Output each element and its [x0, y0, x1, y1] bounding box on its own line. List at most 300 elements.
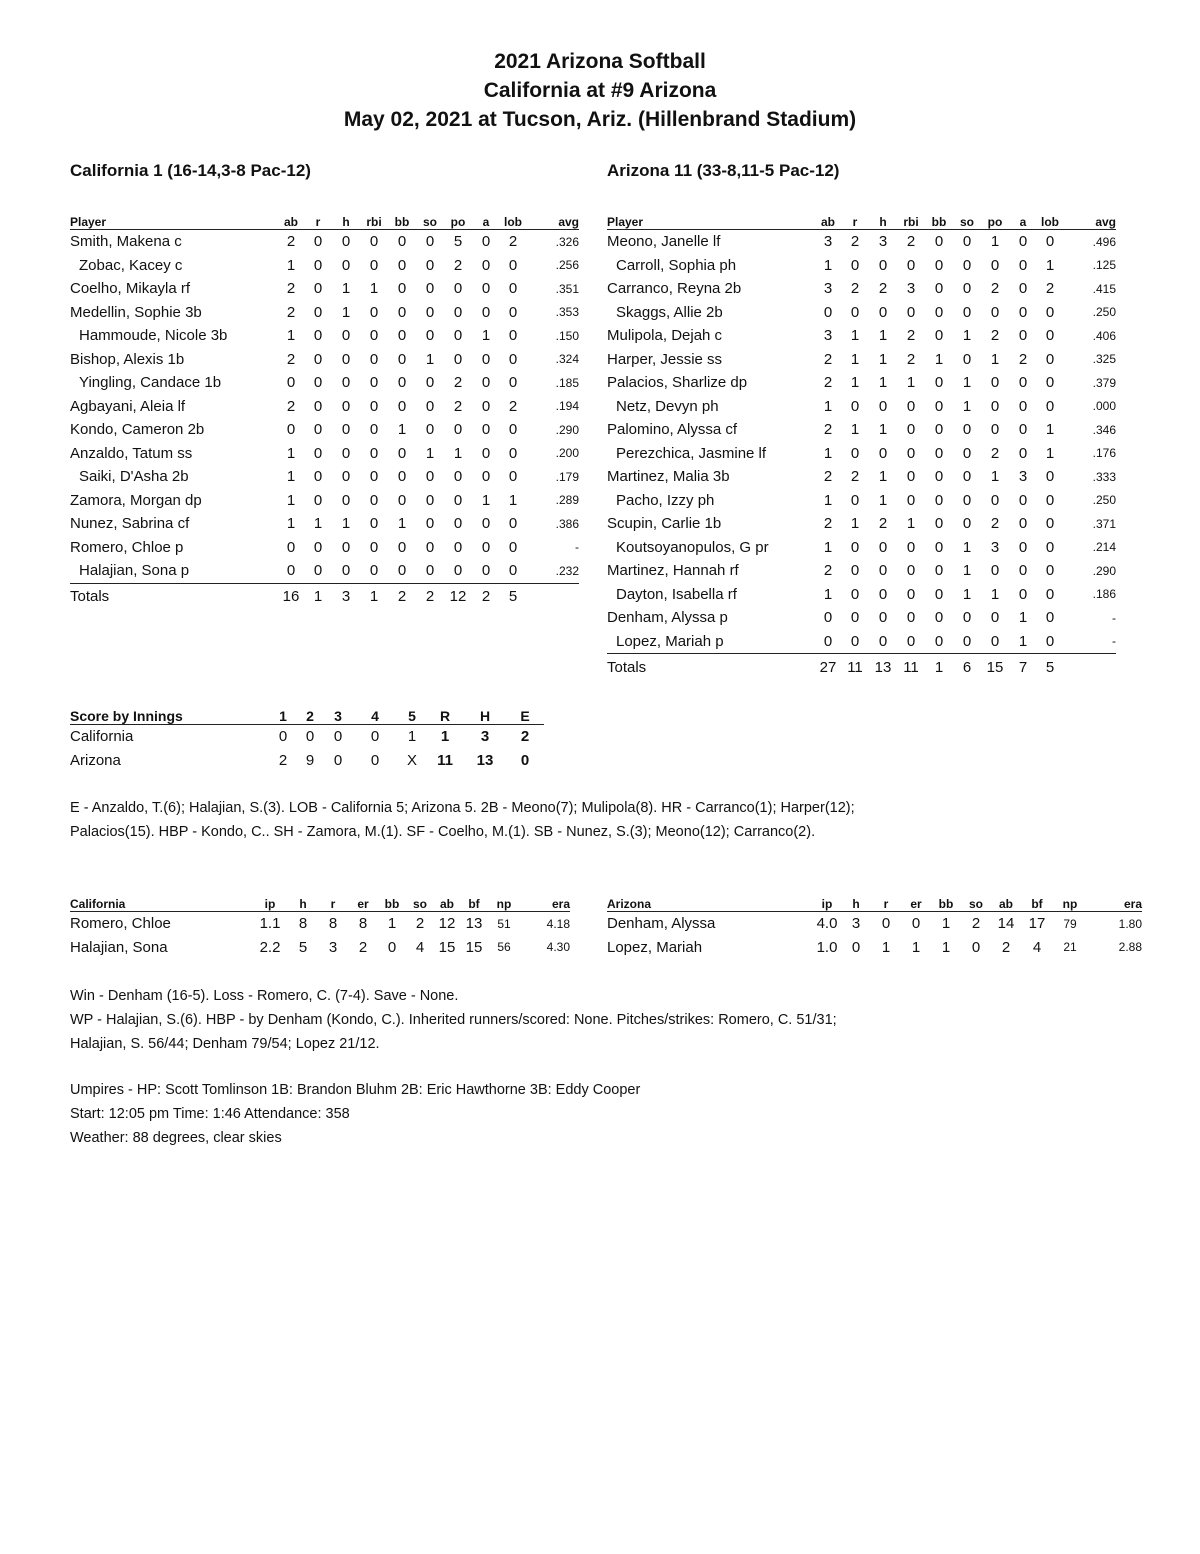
- stat-cell: 0: [481, 374, 491, 392]
- stat-cell: 0: [341, 256, 351, 274]
- stat-cell: 0: [508, 538, 518, 556]
- player-row: [70, 301, 579, 325]
- total-cell: 12: [449, 588, 467, 605]
- total-cell: 6: [962, 658, 972, 676]
- batting-average: .379: [1092, 375, 1116, 390]
- rhe-total: 0: [520, 751, 530, 769]
- stat-cell: 0: [934, 491, 944, 509]
- stat-cell: 2: [508, 233, 518, 251]
- stat-cell: 0: [962, 350, 972, 368]
- stat-cell: 0: [425, 256, 435, 274]
- stat-cell: 0: [508, 515, 518, 533]
- stat-cell: 1: [878, 468, 888, 486]
- stat-cell: 0: [1018, 538, 1028, 556]
- stat-cell: 0: [425, 374, 435, 392]
- stat-cell: 0: [481, 538, 491, 556]
- stat-cell: 0: [397, 350, 407, 368]
- stat-cell: 0: [934, 609, 944, 627]
- stat-cell: 0: [397, 397, 407, 415]
- stat-cell: 3: [823, 327, 833, 345]
- score-title: Score by Innings: [70, 704, 270, 725]
- total-cell: 7: [1018, 658, 1028, 676]
- pitching-column-np: np: [488, 893, 520, 912]
- pitching-stat: 0: [911, 915, 921, 933]
- stat-cell: 0: [906, 491, 916, 509]
- player-row: [70, 324, 579, 348]
- inning-header: 1: [270, 704, 296, 725]
- stat-cell: 2: [823, 562, 833, 580]
- stat-cell: 1: [1018, 609, 1028, 627]
- stat-cell: 0: [850, 562, 860, 580]
- inning-score: 0: [278, 728, 288, 746]
- stat-cell: 1: [962, 562, 972, 580]
- batting-average: .351: [555, 281, 579, 296]
- pitching-stat: 12: [438, 915, 456, 933]
- total-cell: 11: [903, 658, 919, 676]
- pitcher-row: [70, 936, 570, 960]
- batting-average: .176: [1092, 446, 1116, 461]
- player-name: Martinez, Hannah rf: [607, 562, 739, 580]
- stat-cell: 0: [453, 538, 463, 556]
- stat-cell: 1: [341, 280, 351, 298]
- california-box-score: [70, 211, 579, 610]
- stat-cell: 0: [369, 538, 379, 556]
- stat-cell: 1: [906, 374, 916, 392]
- title-matchup: California at #9 Arizona: [483, 79, 717, 102]
- stat-cell: 2: [508, 397, 518, 415]
- rhe-total: 11: [437, 751, 453, 769]
- stat-cell: 0: [341, 444, 351, 462]
- stat-cell: 1: [341, 303, 351, 321]
- stat-cell: 1: [990, 468, 1000, 486]
- pitching-stat: 0: [851, 938, 861, 956]
- stat-cell: 1: [850, 421, 860, 439]
- player-row: [70, 371, 579, 395]
- stat-cell: 0: [962, 491, 972, 509]
- batting-average: .200: [555, 446, 579, 461]
- stat-cell: 0: [444, 559, 472, 583]
- stat-cell: 0: [990, 303, 1000, 321]
- pitching-stat: 4: [1032, 938, 1042, 956]
- stat-cell: 1: [286, 491, 296, 509]
- stat-cell: 3: [823, 233, 833, 251]
- arizona-heading: Arizona 11 (33-8,11-5 Pac-12): [607, 161, 840, 180]
- stat-cell: 0: [1018, 397, 1028, 415]
- batting-average: .250: [1092, 305, 1116, 320]
- stat-cell: 0: [962, 233, 972, 251]
- stat-cell: 0: [341, 421, 351, 439]
- stat-cell: 0: [990, 256, 1000, 274]
- stat-cell: 0: [962, 515, 972, 533]
- stat-cell: 0: [878, 538, 888, 556]
- stat-cell: 0: [369, 491, 379, 509]
- stat-cell: 3: [906, 280, 916, 298]
- stat-cell: 0: [425, 468, 435, 486]
- score-row: [70, 725, 544, 749]
- pitching-column-ip: ip: [813, 893, 841, 912]
- player-row: [607, 301, 1116, 325]
- stat-cell: 0: [934, 515, 944, 533]
- stat-cell: 0: [481, 303, 491, 321]
- batting-average: -: [1112, 610, 1116, 625]
- stat-cell: 2: [850, 280, 860, 298]
- pitching-stat: 15: [465, 938, 483, 956]
- stat-cell: 2: [990, 327, 1000, 345]
- player-row: [70, 230, 579, 254]
- batting-average: .289: [555, 493, 579, 508]
- arizona-pitching: [607, 893, 1142, 959]
- stat-cell: 0: [397, 303, 407, 321]
- stat-cell: 0: [304, 559, 332, 583]
- stat-cell: 0: [397, 468, 407, 486]
- stat-cell: 0: [508, 256, 518, 274]
- pitching-stat: 2: [971, 915, 981, 933]
- column-header-bb: bb: [388, 211, 416, 230]
- stat-cell: 1: [425, 350, 435, 368]
- stat-cell: 0: [313, 233, 323, 251]
- stat-cell: 1: [1045, 256, 1055, 274]
- stat-cell: 2: [823, 374, 833, 392]
- stat-cell: 0: [313, 350, 323, 368]
- inning-score: 0: [305, 728, 315, 746]
- pitching-column-h: h: [841, 893, 871, 912]
- pitching-column-ip: ip: [252, 893, 288, 912]
- player-row: [607, 630, 1116, 654]
- inning-header: 3: [324, 704, 352, 725]
- stat-cell: 2: [850, 233, 860, 251]
- score-row: [70, 749, 544, 773]
- pitcher-name: Denham, Alyssa: [607, 915, 716, 933]
- inning-score: 2: [278, 751, 288, 769]
- stat-cell: 0: [934, 421, 944, 439]
- stat-cell: 1: [990, 233, 1000, 251]
- pitching-stat: 1: [941, 915, 951, 933]
- stat-cell: 0: [850, 491, 860, 509]
- pitching-column-ab: ab: [991, 893, 1021, 912]
- pitching-column-np: np: [1053, 893, 1087, 912]
- rhe-header: H: [464, 704, 506, 725]
- stat-cell: 1: [850, 515, 860, 533]
- pitching-stat: 0: [387, 938, 397, 956]
- stat-cell: 1: [481, 491, 491, 509]
- stat-cell: 0: [934, 585, 944, 603]
- stat-cell: 0: [934, 233, 944, 251]
- batting-average: .346: [1092, 422, 1116, 437]
- stat-cell: 1: [508, 491, 518, 509]
- player-row: [70, 512, 579, 536]
- total-cell: 3: [341, 588, 351, 605]
- inning-score: 0: [333, 728, 343, 746]
- stat-cell: 0: [508, 421, 518, 439]
- stat-cell: 0: [878, 444, 888, 462]
- pitching-stat: 51: [497, 916, 511, 931]
- stat-cell: 0: [453, 421, 463, 439]
- stat-cell: 1: [425, 444, 435, 462]
- player-name: Nunez, Sabrina cf: [70, 515, 190, 533]
- stat-cell: 0: [823, 303, 833, 321]
- stat-cell: 0: [313, 397, 323, 415]
- inning-score: 0: [370, 751, 380, 769]
- player-row: [70, 348, 579, 372]
- player-row: [607, 254, 1116, 278]
- stat-cell: 0: [341, 397, 351, 415]
- player-row: [607, 277, 1116, 301]
- stat-cell: 1: [286, 444, 296, 462]
- stat-cell: 0: [1018, 233, 1028, 251]
- pitching-column-r: r: [871, 893, 901, 912]
- stat-cell: 1: [286, 256, 296, 274]
- pitching-column-bf: bf: [460, 893, 488, 912]
- stat-cell: 0: [341, 374, 351, 392]
- california-pitching: [70, 893, 570, 959]
- player-name: Palacios, Sharlize dp: [607, 374, 748, 392]
- batting-average: .179: [555, 469, 579, 484]
- stat-cell: 1: [1045, 421, 1055, 439]
- pitching-stat: 4.30: [546, 940, 570, 955]
- batting-average: .150: [555, 328, 579, 343]
- stat-cell: 1: [823, 444, 833, 462]
- pitching-stat: 21: [1063, 940, 1077, 955]
- inning-score: 0: [370, 728, 380, 746]
- column-header-avg: avg: [1063, 211, 1116, 230]
- stat-cell: 2: [286, 233, 296, 251]
- player-name: Carroll, Sophia ph: [616, 256, 737, 274]
- player-name: Netz, Devyn ph: [616, 397, 719, 415]
- rhe-total: 13: [476, 751, 494, 769]
- stat-cell: 0: [934, 327, 944, 345]
- stat-cell: 0: [878, 397, 888, 415]
- title-date-venue: May 02, 2021 at Tucson, Ariz. (Hillenbrand Stadium): [343, 108, 857, 131]
- stat-cell: 2: [1018, 350, 1028, 368]
- stat-cell: 0: [481, 468, 491, 486]
- pitching-column-era: era: [1087, 893, 1142, 912]
- total-blank: [526, 583, 579, 610]
- player-row: [607, 230, 1116, 254]
- stat-cell: 0: [1018, 421, 1028, 439]
- stat-cell: 0: [934, 468, 944, 486]
- stat-cell: 0: [397, 538, 407, 556]
- player-row: [607, 442, 1116, 466]
- stat-cell: 0: [425, 538, 435, 556]
- stat-cell: 0: [508, 350, 518, 368]
- stat-cell: 3: [990, 538, 1000, 556]
- stat-cell: 0: [425, 397, 435, 415]
- player-name: Romero, Chloe p: [70, 538, 184, 556]
- stat-cell: 0: [990, 374, 1000, 392]
- player-name: Anzaldo, Tatum ss: [70, 444, 193, 462]
- total-cell: 5: [508, 588, 518, 605]
- score-team-name: Arizona: [70, 751, 121, 769]
- stat-cell: 0: [332, 559, 360, 583]
- player-row: [607, 606, 1116, 630]
- stat-cell: 0: [1045, 374, 1055, 392]
- total-cell: 1: [934, 658, 944, 676]
- total-cell: 16: [282, 588, 300, 605]
- player-row: [70, 465, 579, 489]
- stat-cell: 0: [934, 280, 944, 298]
- stat-cell: 0: [1045, 303, 1055, 321]
- stat-cell: 0: [906, 444, 916, 462]
- inning-header: 5: [398, 704, 426, 725]
- pitching-stat: 8: [358, 915, 368, 933]
- column-header-player: Player: [70, 211, 278, 230]
- totals-row: [70, 583, 579, 610]
- stat-cell: 0: [1018, 515, 1028, 533]
- pitching-stat: 1: [881, 938, 891, 956]
- batting-average: .185: [555, 375, 579, 390]
- total-cell: 11: [847, 658, 863, 676]
- stat-cell: 0: [369, 421, 379, 439]
- batting-average: -: [1063, 630, 1116, 654]
- stat-cell: 1: [341, 515, 351, 533]
- score-team-name: California: [70, 728, 134, 746]
- column-header-player: Player: [607, 211, 815, 230]
- player-row: [70, 395, 579, 419]
- stat-cell: 1: [962, 327, 972, 345]
- stat-cell: 0: [481, 515, 491, 533]
- stat-cell: 0: [962, 609, 972, 627]
- player-name: Pacho, Izzy ph: [616, 491, 715, 509]
- stat-cell: 0: [286, 374, 296, 392]
- batting-average: .406: [1092, 328, 1116, 343]
- stat-cell: 1: [850, 374, 860, 392]
- stat-cell: 0: [990, 609, 1000, 627]
- stat-cell: 0: [850, 444, 860, 462]
- stat-cell: 2: [453, 256, 463, 274]
- pitching-column-bf: bf: [1021, 893, 1053, 912]
- stat-cell: 0: [962, 421, 972, 439]
- pitching-stat: 2: [1001, 938, 1011, 956]
- player-name: Mulipola, Dejah c: [607, 327, 723, 345]
- pitching-column-er: er: [348, 893, 378, 912]
- column-header-rbi: rbi: [360, 211, 388, 230]
- stat-cell: 0: [962, 280, 972, 298]
- stat-cell: 0: [397, 327, 407, 345]
- pitching-column-ab: ab: [434, 893, 460, 912]
- stat-cell: 0: [906, 585, 916, 603]
- stat-cell: 0: [850, 538, 860, 556]
- pitching-stat: 0: [971, 938, 981, 956]
- player-name: Hammoude, Nicole 3b: [79, 327, 228, 345]
- stat-cell: 0: [369, 233, 379, 251]
- stat-cell: 2: [990, 444, 1000, 462]
- stat-cell: 0: [1018, 327, 1028, 345]
- stat-cell: 0: [934, 562, 944, 580]
- batting-average: .326: [555, 234, 579, 249]
- column-header-so: so: [953, 211, 981, 230]
- stat-cell: 0: [453, 491, 463, 509]
- player-name: Scupin, Carlie 1b: [607, 515, 722, 533]
- stat-cell: 0: [1045, 350, 1055, 368]
- stat-cell: 0: [841, 630, 869, 654]
- rhe-header: E: [506, 704, 544, 725]
- column-header-h: h: [332, 211, 360, 230]
- stat-cell: 0: [369, 397, 379, 415]
- pitching-stat: 4.18: [546, 916, 570, 931]
- stat-cell: 0: [1018, 562, 1028, 580]
- pitching-column-bb: bb: [931, 893, 961, 912]
- pitching-stat: 15: [438, 938, 456, 956]
- stat-cell: 1: [962, 538, 972, 556]
- stat-cell: 0: [397, 444, 407, 462]
- stat-cell: 0: [1045, 562, 1055, 580]
- player-row: [607, 395, 1116, 419]
- stat-cell: 0: [850, 609, 860, 627]
- stat-cell: 0: [341, 350, 351, 368]
- stat-cell: 0: [1045, 468, 1055, 486]
- player-row: [607, 583, 1116, 607]
- stat-cell: 0: [369, 444, 379, 462]
- total-cell: 15: [986, 658, 1004, 676]
- stat-cell: 2: [1045, 280, 1055, 298]
- stat-cell: 0: [341, 233, 351, 251]
- stat-cell: 1: [286, 327, 296, 345]
- stat-cell: 2: [286, 397, 296, 415]
- stat-cell: 0: [934, 538, 944, 556]
- pitching-column-so: so: [406, 893, 434, 912]
- stat-cell: 0: [1018, 374, 1028, 392]
- pitching-stat: 4: [415, 938, 425, 956]
- stat-cell: 2: [823, 350, 833, 368]
- player-name: Harper, Jessie ss: [607, 350, 723, 368]
- pitcher-row: [607, 912, 1142, 936]
- pitching-stat: 5: [298, 938, 308, 956]
- stat-cell: 1: [286, 515, 296, 533]
- stat-cell: 0: [990, 491, 1000, 509]
- rhe-total: 1: [440, 728, 450, 746]
- column-header-rbi: rbi: [897, 211, 925, 230]
- stat-cell: 0: [313, 468, 323, 486]
- stat-cell: 0: [313, 421, 323, 439]
- player-row: [70, 489, 579, 513]
- stat-cell: 2: [990, 280, 1000, 298]
- stat-cell: 0: [425, 280, 435, 298]
- stat-cell: 0: [850, 585, 860, 603]
- stat-cell: 0: [425, 515, 435, 533]
- pitcher-row: [70, 912, 570, 936]
- totals-row: [607, 654, 1116, 681]
- player-row: [70, 536, 579, 560]
- stat-cell: 0: [878, 585, 888, 603]
- stat-cell: 0: [962, 256, 972, 274]
- player-row: [70, 277, 579, 301]
- pitching-stat: 0: [881, 915, 891, 933]
- stat-cell: 1: [397, 515, 407, 533]
- stat-cell: 3: [823, 280, 833, 298]
- player-row: [607, 559, 1116, 583]
- pitching-column-bb: bb: [378, 893, 406, 912]
- column-header-h: h: [869, 211, 897, 230]
- stat-cell: 1: [850, 327, 860, 345]
- stat-cell: 2: [850, 468, 860, 486]
- total-cell: 5: [1045, 658, 1055, 676]
- pitching-stat: 1.80: [1118, 916, 1142, 931]
- start-time-line: Start: 12:05 pm Time: 1:46 Attendance: 358: [70, 1106, 350, 1122]
- player-name: Coelho, Mikayla rf: [70, 280, 191, 298]
- stat-cell: 0: [397, 280, 407, 298]
- stat-cell: 1: [823, 491, 833, 509]
- pitching-column-so: so: [961, 893, 991, 912]
- pitching-stat: 8: [328, 915, 338, 933]
- player-name: Zamora, Morgan dp: [70, 491, 202, 509]
- totals-label: Totals: [70, 588, 110, 605]
- batting-average: .496: [1092, 234, 1116, 249]
- batting-average: .000: [1092, 399, 1116, 414]
- stat-cell: 1: [1009, 630, 1037, 654]
- batting-average: .232: [526, 559, 579, 583]
- stat-cell: 0: [925, 630, 953, 654]
- player-name: Bishop, Alexis 1b: [70, 350, 185, 368]
